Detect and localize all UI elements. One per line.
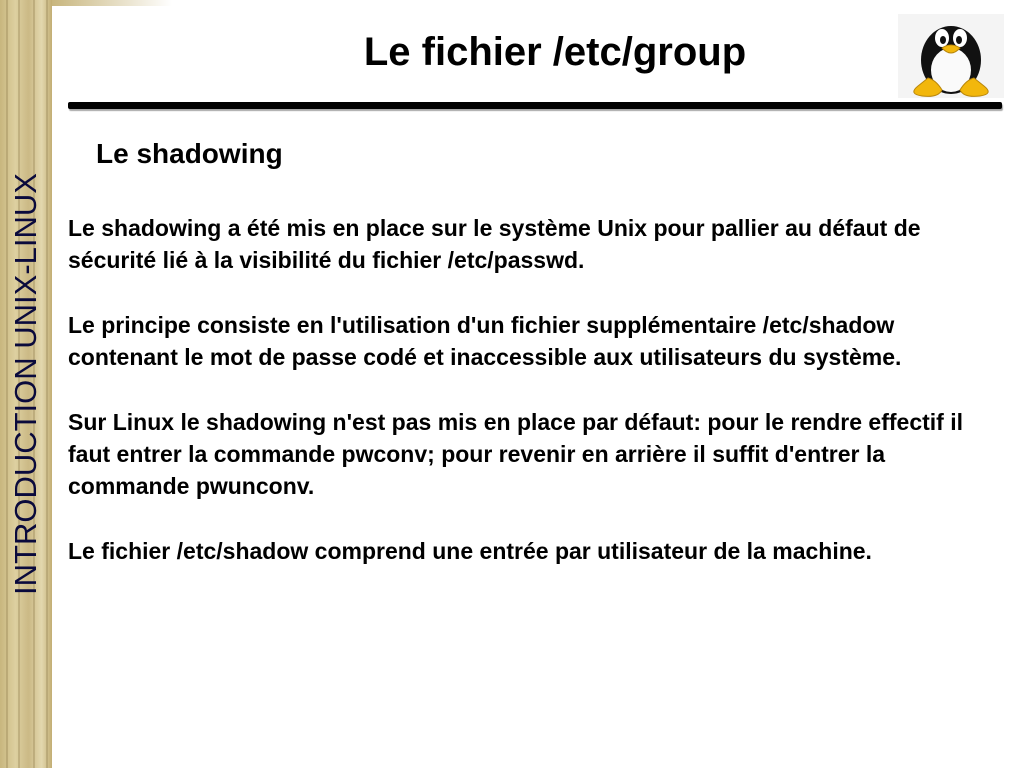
section-subtitle: Le shadowing	[96, 138, 283, 169]
paragraph: Le shadowing a été mis en place sur le système Unix pour pallier au défaut de sécurité lié à la visibilité du fichier /etc/passwd.	[68, 215, 921, 273]
paragraph: Le principe consiste en l'utilisation d'un fichier supplémentaire /etc/shadow contenant le mot de passe codé et inaccessible aux utilisateurs du système.	[68, 312, 902, 370]
title-divider	[68, 102, 1002, 109]
top-corner-accent	[52, 0, 172, 6]
paragraph: Le fichier /etc/shadow comprend une entrée par utilisateur de la machine.	[68, 538, 872, 564]
body-content	[68, 212, 1008, 600]
sidebar-label: INTRODUCTION UNIX-LINUX	[8, 173, 43, 595]
sidebar-band	[0, 0, 52, 768]
page-title: Le fichier /etc/group	[363, 30, 747, 74]
paragraph: Sur Linux le shadowing n'est pas mis en place par défaut: pour le rendre effectif il faut entrer la commande pwconv; pour revenir en arrière il suffit d'entrer la commande pwunconv.	[68, 409, 963, 499]
tux-penguin-icon	[898, 14, 1004, 98]
sidebar-stripe	[46, 0, 48, 768]
